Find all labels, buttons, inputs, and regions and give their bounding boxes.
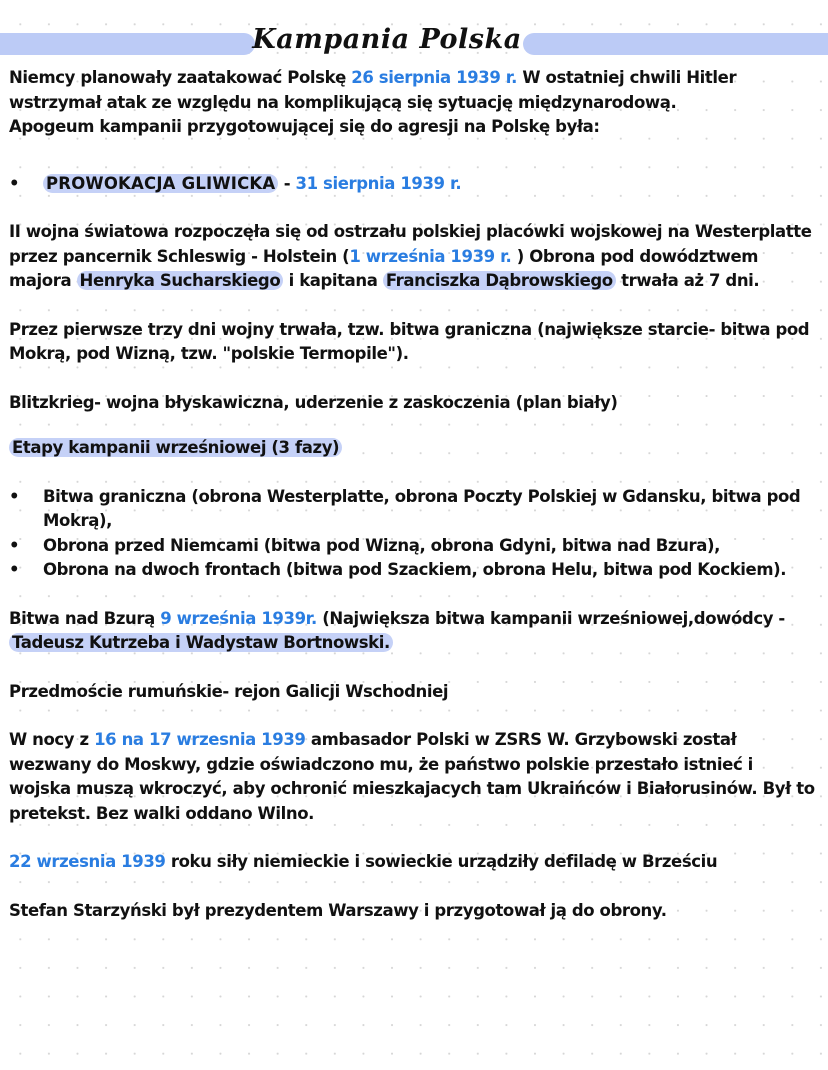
intro-line-2: wstrzymał atak ze względu na komplikującą się sytuację międzynarodową.	[9, 92, 677, 112]
bullet-icon: •	[9, 173, 20, 193]
page-title: Kampania Polska	[252, 24, 522, 55]
starzynski-paragraph: Stefan Starzyński był prezydentem Warszawy i przygotował ją do obrony.	[9, 900, 667, 920]
phase-item	[9, 558, 819, 583]
bullet-icon: •	[9, 535, 20, 555]
moscow-paragraph	[9, 728, 819, 826]
phases-list	[9, 485, 819, 583]
phases-heading-row	[9, 436, 819, 461]
gliwice-label: PROWOKACJA GLIWICKA	[43, 174, 278, 193]
intro-text: Niemcy planowały zaatakować Polskę	[9, 68, 352, 87]
bzura-text-cont: (Największa bitwa kampanii wrześniowej,dowódcy -	[316, 608, 785, 628]
highlight-commanders: Tadeusz Kutrzeba i Wadystaw Bortnowski.	[9, 633, 393, 652]
date-1-september: 1 września 1939 r.	[349, 246, 512, 266]
title-decor-bar-right	[523, 33, 828, 55]
phases-heading: Etapy kampanii wrześniowej (3 fazy)	[9, 438, 342, 457]
moscow-text-cont: ambasador Polski w ZSRS W. Grzybowski został wezwany do Moskwy, gdzie oświadczono mu, że państwo polskie przestało istnieć i wojska muszą wkroczyć, aby ochronić mieszkajacych tam Ukraińców i Białorusinów. Był to pretekst. Bez walki oddano Wilno.	[9, 730, 815, 823]
phase-item	[9, 534, 819, 559]
date-9-september: 9 września 1939r.	[160, 608, 317, 628]
date-31-august: 31 sierpnia 1939 r.	[295, 173, 462, 193]
date-26-august: 26 sierpnia 1939 r.	[351, 68, 518, 87]
bzura-text: Bitwa nad Bzurą	[9, 608, 161, 628]
date-22-september: 22 wrzesnia 1939	[9, 852, 166, 871]
phase-item-text: Obrona przed Niemcami (bitwa pod Wizną, obrona Gdyni, bitwa nad Bzura),	[43, 535, 720, 555]
gliwice-bullet	[9, 164, 819, 197]
westerplatte-text-cont: ) Obrona pod dowództwem majora	[9, 246, 759, 290]
separator: -	[278, 173, 296, 193]
phase-item	[9, 485, 819, 534]
blitzkrieg-paragraph: Blitzkrieg- wojna błyskawiczna, uderzenie z zaskoczenia (plan biały)	[9, 392, 618, 412]
border-battle-paragraph: Przez pierwsze trzy dni wojny trwała, tzw. bitwa graniczna (największe starcie- bitwa pod Mokrą, pod Wizną, tzw. "polskie Termopile").	[9, 319, 810, 363]
bzura-paragraph	[9, 607, 819, 656]
date-16-17-september: 16 na 17 wrzesnia 1939	[94, 730, 306, 749]
intro-paragraph	[9, 66, 819, 140]
intro-line-3: Apogeum kampanii przygotowującej się do agresji na Polskę była:	[9, 117, 600, 136]
bullet-icon: •	[9, 560, 20, 579]
westerplatte-paragraph	[9, 220, 819, 294]
note-content	[9, 66, 819, 923]
title-row	[0, 24, 828, 62]
parade-paragraph	[9, 850, 819, 875]
phase-item-text: Obrona na dwoch frontach (bitwa pod Szackiem, obrona Helu, bitwa pod Kockiem).	[43, 560, 787, 579]
parade-text: roku siły niemieckie i sowieckie urządziły defiladę w Brześciu	[165, 852, 718, 871]
westerplatte-text: II wojna światowa rozpoczęła się od ostrzału polskiej placówki wojskowej na Westerplatte przez pancernik Schleswig - Holstein (	[9, 222, 812, 266]
westerplatte-text-and: i kapitana	[283, 271, 383, 290]
title-decor-bar-left	[0, 33, 255, 55]
highlight-dabrowski: Franciszka Dąbrowskiego	[383, 271, 616, 290]
moscow-text: W nocy z	[9, 730, 95, 749]
highlight-sucharski: Henryka Sucharskiego	[77, 271, 284, 290]
bridgehead-paragraph: Przedmoście rumuńskie- rejon Galicji Wschodniej	[9, 681, 449, 701]
westerplatte-text-end: trwała aż 7 dni.	[615, 271, 760, 290]
phase-item-text: Bitwa graniczna (obrona Westerplatte, obrona Poczty Polskiej w Gdansku, bitwa pod Mokrą),	[43, 486, 801, 530]
bullet-icon: •	[9, 486, 20, 506]
intro-text-cont: W ostatniej chwili Hitler	[517, 68, 737, 87]
